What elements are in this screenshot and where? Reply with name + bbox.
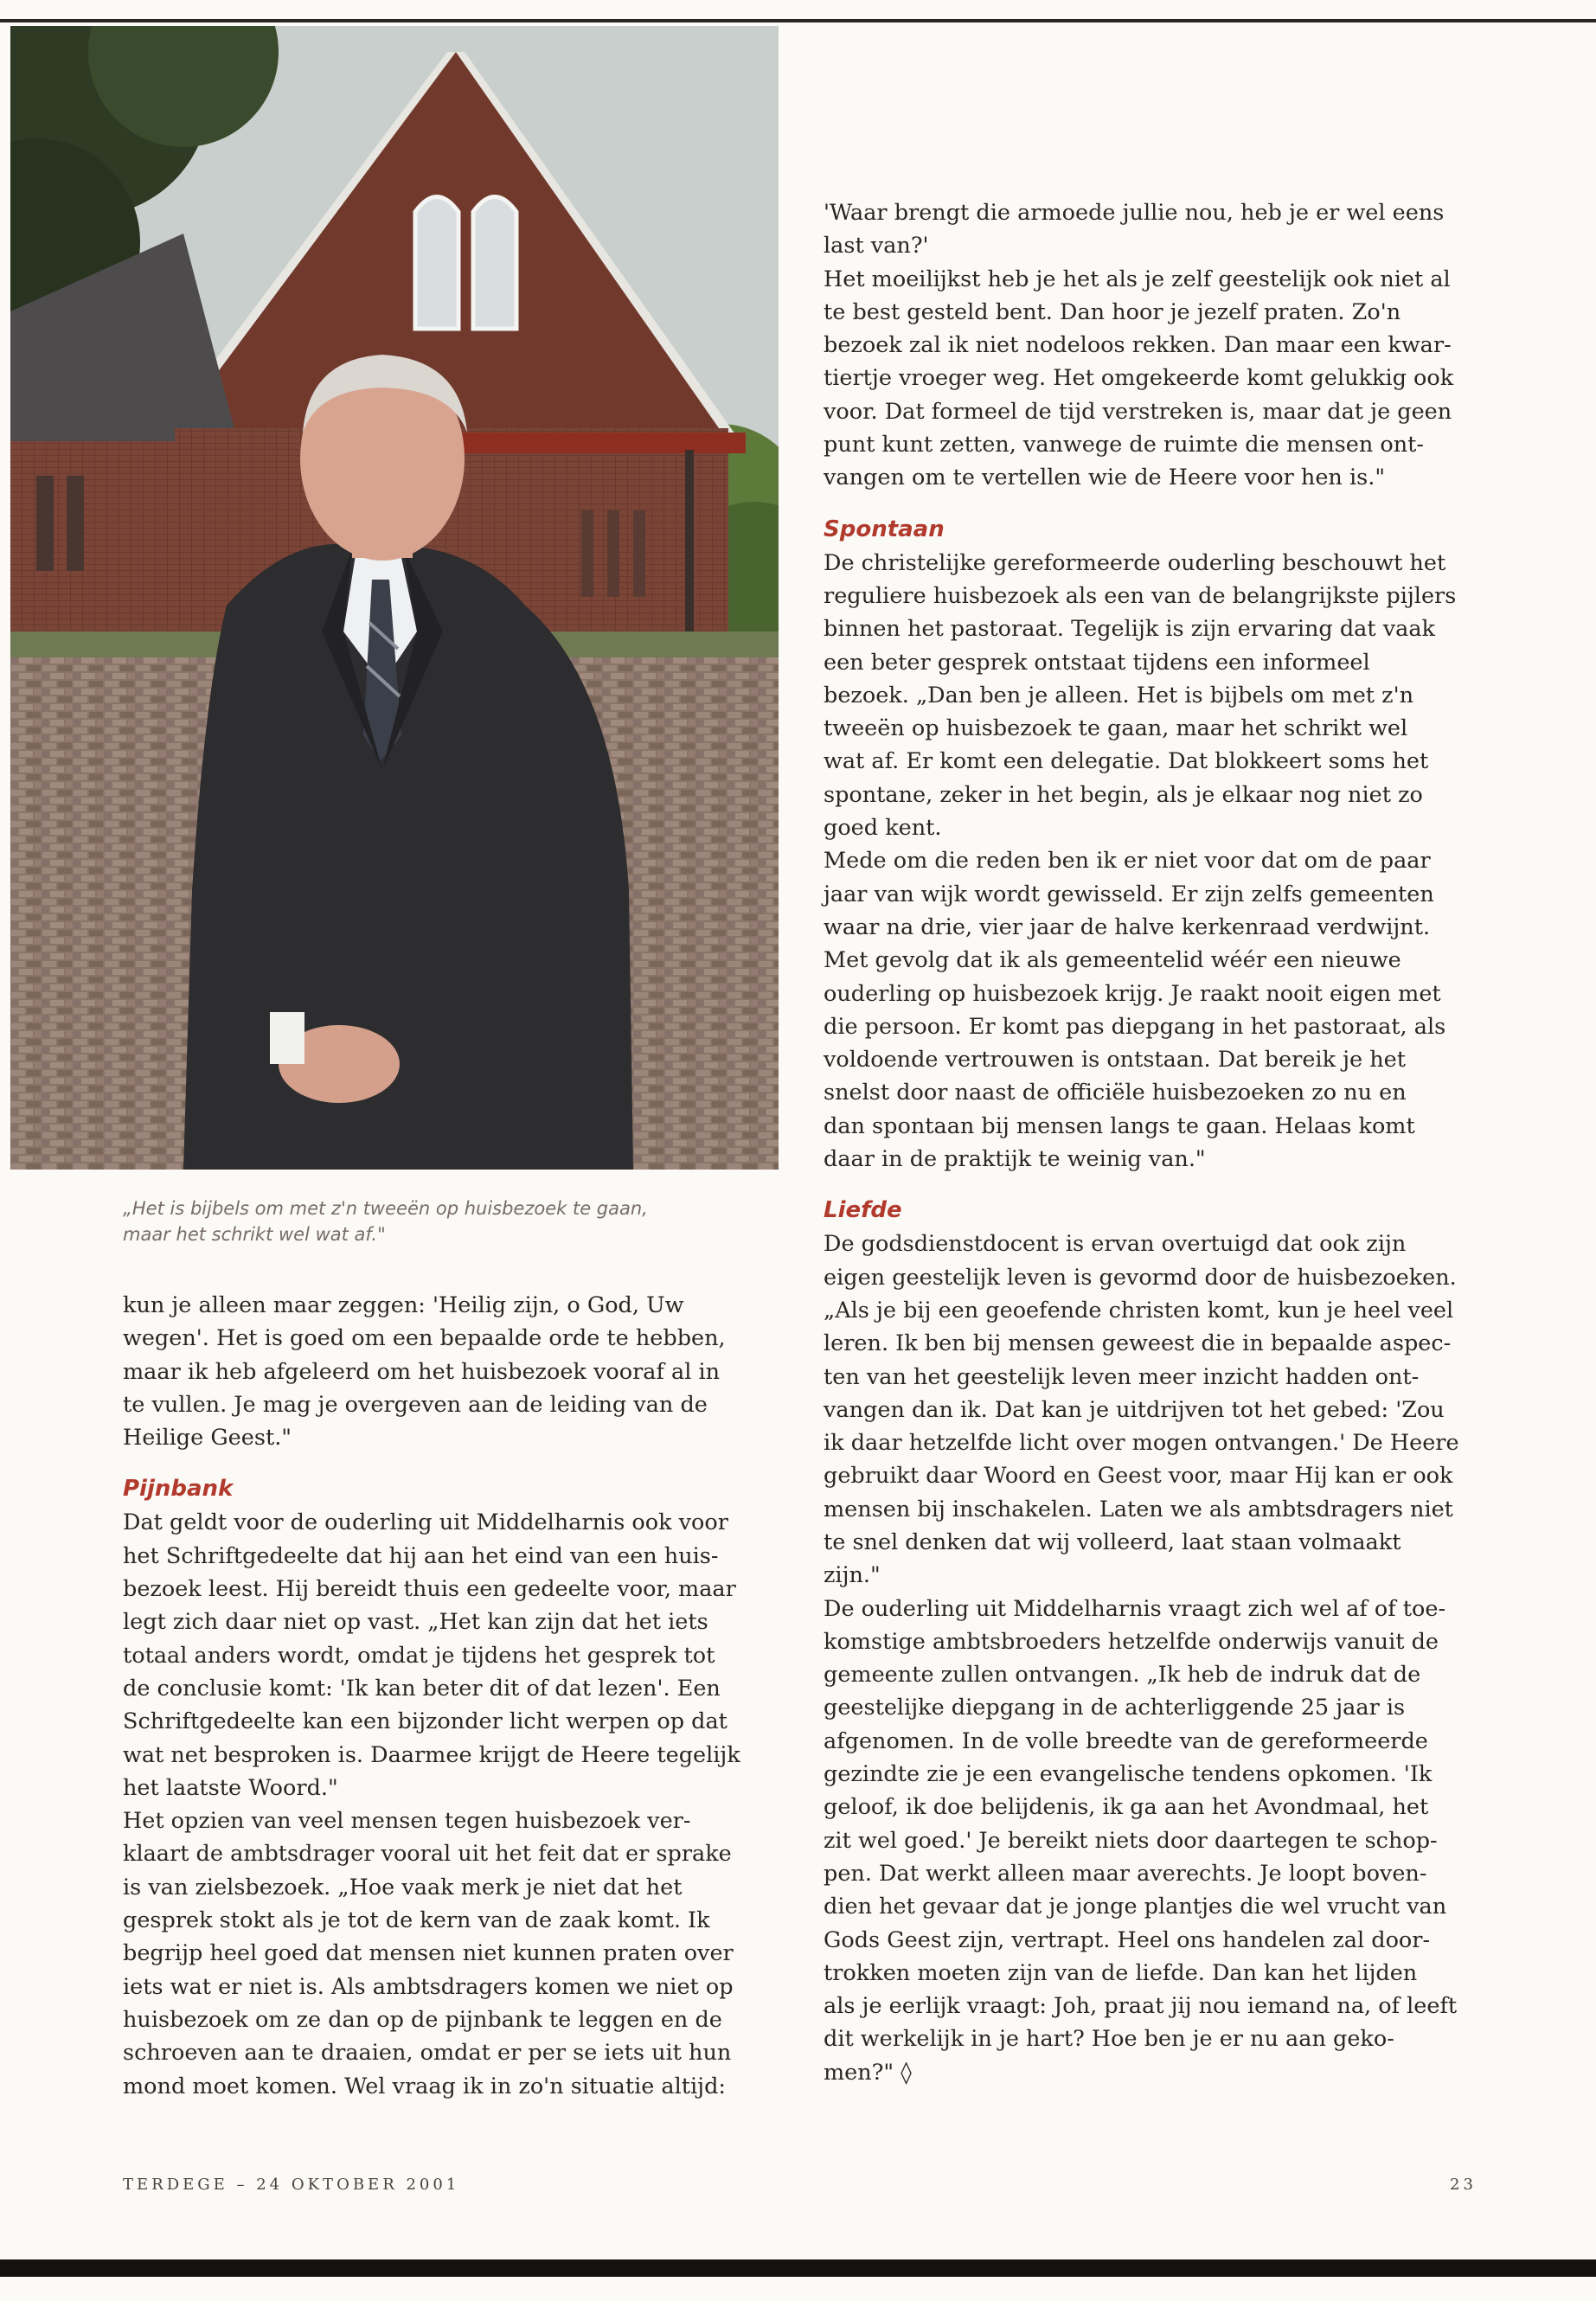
text-line: Mede om die reden ben ik er niet voor dat om de paar <box>824 848 1431 875</box>
text-line: Heilige Geest." <box>123 1425 292 1452</box>
text-line: De godsdienstdocent is ervan overtuigd dat ook zijn <box>824 1231 1407 1258</box>
section-heading-liefde: Liefde <box>824 1197 902 1224</box>
top-rule <box>0 19 1596 22</box>
text-line: te snel denken dat wij volleerd, laat staan volmaakt <box>824 1529 1401 1555</box>
text-line: vangen dan ik. Dat kan je uitdrijven tot het gebed: 'Zou <box>824 1396 1445 1423</box>
text-line: totaal anders wordt, omdat je tijdens het gesprek tot <box>123 1642 715 1669</box>
text-line: geestelijke diepgang in de achterliggende 25 jaar is <box>824 1695 1406 1721</box>
text-line: iets wat er niet is. Als ambtsdragers komen we niet op <box>123 1973 734 2000</box>
text-line: een beter gesprek ontstaat tijdens een informeel <box>824 649 1370 676</box>
text-line: ten van het geestelijk leven meer inzicht hadden ont- <box>824 1363 1420 1390</box>
text-line: gesprek stokt als je tot de kern van de zaak komt. Ik <box>123 1907 710 1934</box>
text-line: wegen'. Het is goed om een bepaalde orde te hebben, <box>123 1325 726 1352</box>
text-line: waar na drie, vier jaar de halve kerkenraad verdwijnt. <box>824 913 1431 940</box>
text-line: pen. Dat werkt alleen maar averechts. Je loopt boven- <box>824 1860 1427 1887</box>
text-line: reguliere huisbezoek als een van de belangrijkste pijlers <box>824 582 1457 609</box>
text-line: tweeën op huisbezoek te gaan, maar het schrikt wel <box>824 715 1408 742</box>
text-line: Het moeilijkst heb je het als je zelf geestelijk ook niet al <box>824 266 1451 292</box>
text-line: De ouderling uit Middelharnis vraagt zich wel af of toe- <box>824 1595 1446 1622</box>
text-line: dan spontaan bij mensen langs te gaan. Helaas komt <box>824 1112 1415 1139</box>
text-line: 'Waar brengt die armoede jullie nou, heb je er wel eens <box>824 200 1445 226</box>
text-line: schroeven aan te draaien, omdat er per se iets uit hun <box>123 2040 732 2067</box>
text-line: voor. Dat formeel de tijd verstreken is, maar dat je geen <box>824 398 1452 425</box>
text-line: jaar van wijk wordt gewisseld. Er zijn zelfs gemeenten <box>824 881 1434 907</box>
text-line: binnen het pastoraat. Tegelijk is zijn ervaring dat vaak <box>824 616 1435 643</box>
text-line: leren. Ik ben bij mensen geweest die in bepaalde aspec- <box>824 1330 1452 1357</box>
left-intro-paragraph <box>123 1289 779 1454</box>
text-line: gezindte zie je een evangelische tendens opkomen. 'Ik <box>824 1761 1433 1788</box>
text-line: wat af. Er komt een delegatie. Dat blokkeert soms het <box>824 748 1429 775</box>
text-line: bezoek leest. Hij bereidt thuis een gedeelte voor, maar <box>123 1576 736 1603</box>
text-line: voldoende vertrouwen is ontstaan. Dat bereik je het <box>824 1047 1406 1074</box>
text-line: Met gevolg dat ik als gemeentelid wéér een nieuwe <box>824 947 1401 974</box>
text-line: het Schriftgedeelte dat hij aan het eind van een huis- <box>123 1542 719 1569</box>
text-line: te vullen. Je mag je overgeven aan de leiding van de <box>123 1391 708 1418</box>
text-line: Het opzien van veel mensen tegen huisbezoek ver- <box>123 1808 691 1835</box>
text-line: legt zich daar niet op vast. „Het kan zijn dat het iets <box>123 1609 708 1636</box>
text-line: spontane, zeker in het begin, als je elkaar nog niet zo <box>824 781 1423 808</box>
text-line: Schriftgedeelte kan een bijzonder licht werpen op dat <box>123 1708 727 1735</box>
text-line: is van zielsbezoek. „Hoe vaak merk je niet dat het <box>123 1874 683 1900</box>
text-line: wat net besproken is. Daarmee krijgt de Heere tegelijk <box>123 1741 740 1768</box>
text-line: gemeente zullen ontvangen. „Ik heb de indruk dat de <box>824 1662 1421 1689</box>
text-line: dit werkelijk in je hart? Hoe ben je er nu aan geko- <box>824 2026 1394 2053</box>
right-intro-paragraph <box>824 196 1490 495</box>
text-line: daar in de praktijk te weinig van." <box>824 1146 1206 1173</box>
text-line: ik daar hetzelfde licht over mogen ontvangen.' De Heere <box>824 1430 1459 1457</box>
text-line: te best gesteld bent. Dan hoor je jezelf praten. Zo'n <box>824 298 1401 325</box>
text-line: snelst door naast de officiële huisbezoeken zo nu en <box>824 1080 1407 1106</box>
text-line: mensen bij inschakelen. Laten we als ambtsdragers niet <box>824 1496 1453 1522</box>
text-line: zijn." <box>824 1562 881 1589</box>
text-line: maar ik heb afgeleerd om het huisbezoek vooraf al in <box>123 1358 721 1385</box>
text-line: eigen geestelijk leven is gevormd door de huisbezoeken. <box>824 1264 1457 1291</box>
text-line: die persoon. Er komt pas diepgang in het pastoraat, als <box>824 1013 1446 1040</box>
footer-page-number: 23 <box>1450 2176 1477 2194</box>
liefde-paragraph <box>824 1227 1490 2089</box>
text-line: begrijp heel goed dat mensen niet kunnen praten over <box>123 1940 734 1967</box>
text-line: gebruikt daar Woord en Geest voor, maar Hij kan er ook <box>824 1463 1453 1490</box>
text-line: het laatste Woord." <box>123 1774 338 1801</box>
text-line: goed kent. <box>824 815 942 842</box>
text-line: afgenomen. In de volle breedte van de gereformeerde <box>824 1727 1428 1754</box>
right-column <box>824 196 1490 2089</box>
text-line: Gods Geest zijn, vertrapt. Heel ons handelen zal door- <box>824 1926 1431 1953</box>
section-heading-pijnbank: Pijnbank <box>123 1476 234 1503</box>
left-column <box>123 1289 779 2103</box>
text-line: ouderling op huisbezoek krijg. Je raakt nooit eigen met <box>824 980 1441 1007</box>
bottom-rule <box>0 2259 1596 2277</box>
text-line: last van?' <box>824 233 929 260</box>
caption-line: „Het is bijbels om met z'n tweeën op huisbezoek te gaan, <box>123 1198 648 1219</box>
church-portrait-photo <box>10 26 779 1170</box>
section-heading-spontaan: Spontaan <box>824 516 945 542</box>
text-line: bezoek zal ik niet nodeloos rekken. Dan maar een kwar- <box>824 332 1452 359</box>
text-line: als je eerlijk vraagt: Joh, praat jij nou iemand na, of leeft <box>824 1993 1458 2020</box>
text-line: de conclusie komt: 'Ik kan beter dit of dat lezen'. Een <box>123 1675 721 1702</box>
text-line: dien het gevaar dat je jonge plantjes die wel vrucht van <box>824 1894 1447 1920</box>
text-line: mond moet komen. Wel vraag ik in zo'n situatie altijd: <box>123 2073 727 2099</box>
text-line: bezoek. „Dan ben je alleen. Het is bijbels om met z'n <box>824 682 1414 708</box>
caption-line: maar het schrikt wel wat af." <box>123 1224 386 1245</box>
text-line: huisbezoek om ze dan op de pijnbank te leggen en de <box>123 2006 722 2033</box>
left-body-paragraph <box>123 1506 779 2102</box>
photo-caption <box>123 1195 763 1247</box>
text-line: zit wel goed.' Je bereikt niets door daartegen te schop- <box>824 1827 1438 1854</box>
footer-publication: TERDEGE – 24 OKTOBER 2001 <box>123 2176 460 2194</box>
spontaan-paragraph <box>824 547 1490 1176</box>
text-line: komstige ambtsbroeders hetzelfde onderwijs vanuit de <box>824 1628 1439 1655</box>
text-line: tiertje vroeger weg. Het omgekeerde komt gelukkig ook <box>824 365 1454 392</box>
text-line: men?" ◊ <box>824 2059 912 2086</box>
text-line: punt kunt zetten, vanwege de ruimte die mensen ont- <box>824 432 1425 458</box>
text-line: De christelijke gereformeerde ouderling beschouwt het <box>824 549 1446 576</box>
text-line: Dat geldt voor de ouderling uit Middelharnis ook voor <box>123 1509 728 1536</box>
text-line: klaart de ambtsdrager vooral uit het feit dat er sprake <box>123 1841 732 1868</box>
text-line: trokken moeten zijn van de liefde. Dan kan het lijden <box>824 1959 1418 1986</box>
text-line: geloof, ik doe belijdenis, ik ga aan het Avondmaal, het <box>824 1794 1429 1821</box>
text-line: vangen om te vertellen wie de Heere voor hen is." <box>824 465 1386 491</box>
text-line: kun je alleen maar zeggen: 'Heilig zijn, o God, Uw <box>123 1292 684 1318</box>
text-line: „Als je bij een geoefende christen komt, kun je heel veel <box>824 1297 1454 1324</box>
